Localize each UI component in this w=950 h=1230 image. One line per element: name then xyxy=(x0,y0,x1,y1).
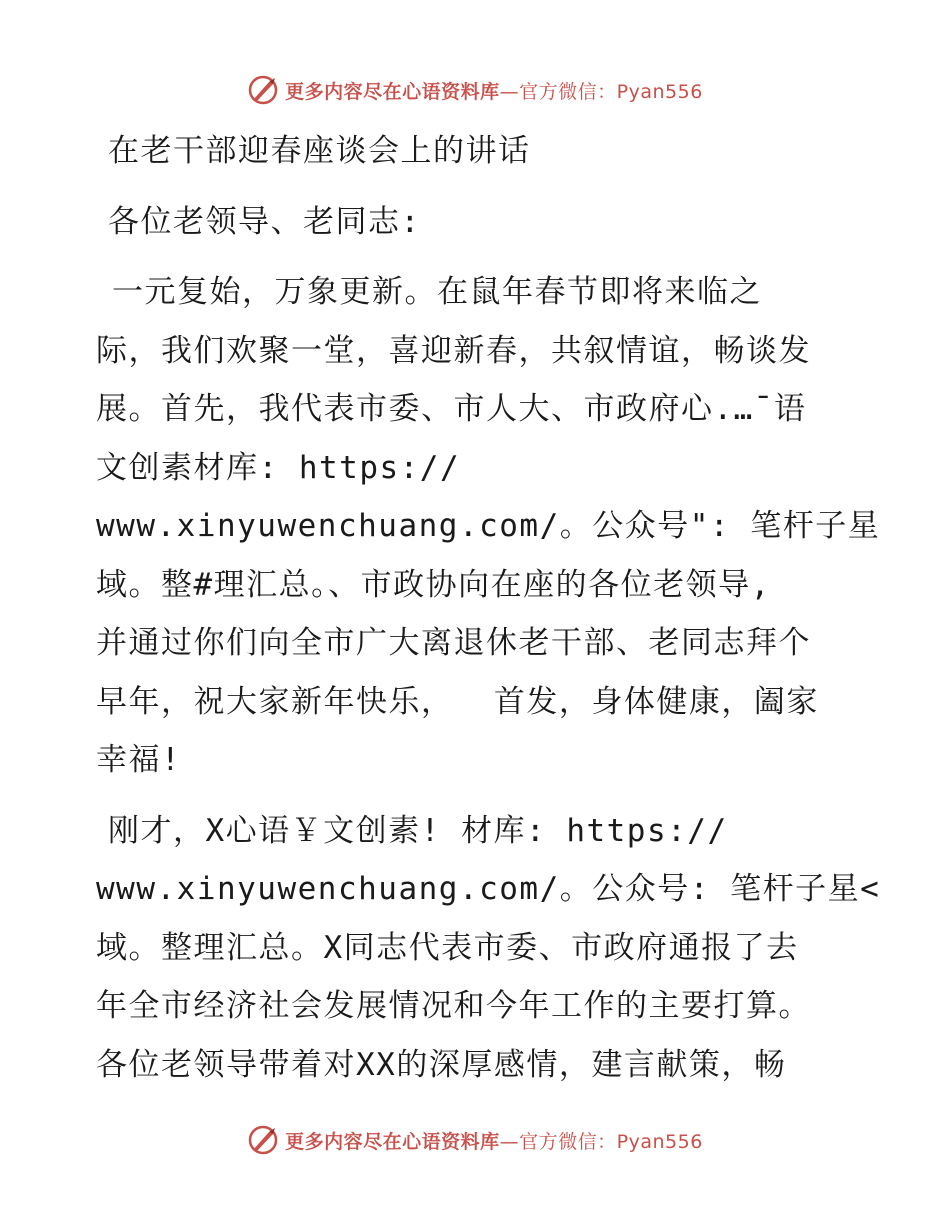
banner-dash: — xyxy=(499,1130,520,1153)
banner-text xyxy=(285,77,703,104)
paragraph-line: 际，我们欢聚一堂，喜迎新春，共叙情谊，畅谈发 xyxy=(96,332,811,369)
paragraph-line: 一元复始，万象更新。在鼠年春节即将来临之 xyxy=(112,274,762,310)
document-title: 在老干部迎春座谈会上的讲话 xyxy=(108,133,531,169)
paragraph-line: 展。首先，我代表市委、市人大、市政府心.…¯语 xyxy=(96,391,807,427)
banner-wechat-text: 官方微信：Pyan556 xyxy=(519,80,703,103)
banner-main-text: 更多内容尽在心语资料库 xyxy=(285,1130,500,1153)
paragraph-line: 刚才，X心语￥文创素! 材库: https:// xyxy=(108,812,728,849)
paragraph-1 xyxy=(96,263,881,790)
quill-logo-icon xyxy=(247,74,279,106)
paragraph-line: 年全市经济社会发展情况和今年工作的主要打算。 xyxy=(96,988,811,1024)
header-banner xyxy=(0,72,950,108)
paragraph-line: 各位老领导带着对XX的深厚感情，建言献策，畅 xyxy=(96,1046,787,1083)
banner-main-text: 更多内容尽在心语资料库 xyxy=(285,80,500,103)
paragraph-line: 并通过你们向全市广大离退休老干部、老同志拜个 xyxy=(96,625,811,661)
banner-dash: — xyxy=(499,80,520,103)
banner-wechat-text: 官方微信：Pyan556 xyxy=(519,1130,703,1153)
paragraph-line: 域。整理汇总。X同志代表市委、市政府通报了去 xyxy=(96,929,799,966)
paragraph-line: 早年，祝大家新年快乐， 首发，身体健康，阖家 xyxy=(96,683,819,720)
quill-logo-icon xyxy=(247,1124,279,1156)
paragraph-line: 幸福! xyxy=(96,742,182,778)
paragraph-line: www.xinyuwenchuang.com/。公众号: 笔杆子星< xyxy=(96,871,881,907)
paragraph-2 xyxy=(96,802,881,1095)
paragraph-line: www.xinyuwenchuang.com/。公众号": 笔杆子星 xyxy=(96,508,881,544)
paragraph-line: 域。整#理汇总。、市政协向在座的各位老领导, xyxy=(96,566,771,603)
document-body xyxy=(96,122,881,1094)
paragraph-line: 文创素材库: https:// xyxy=(96,449,461,486)
salutation: 各位老领导、老同志: xyxy=(108,203,421,240)
banner-text xyxy=(285,1127,703,1154)
footer-banner xyxy=(0,1122,950,1158)
